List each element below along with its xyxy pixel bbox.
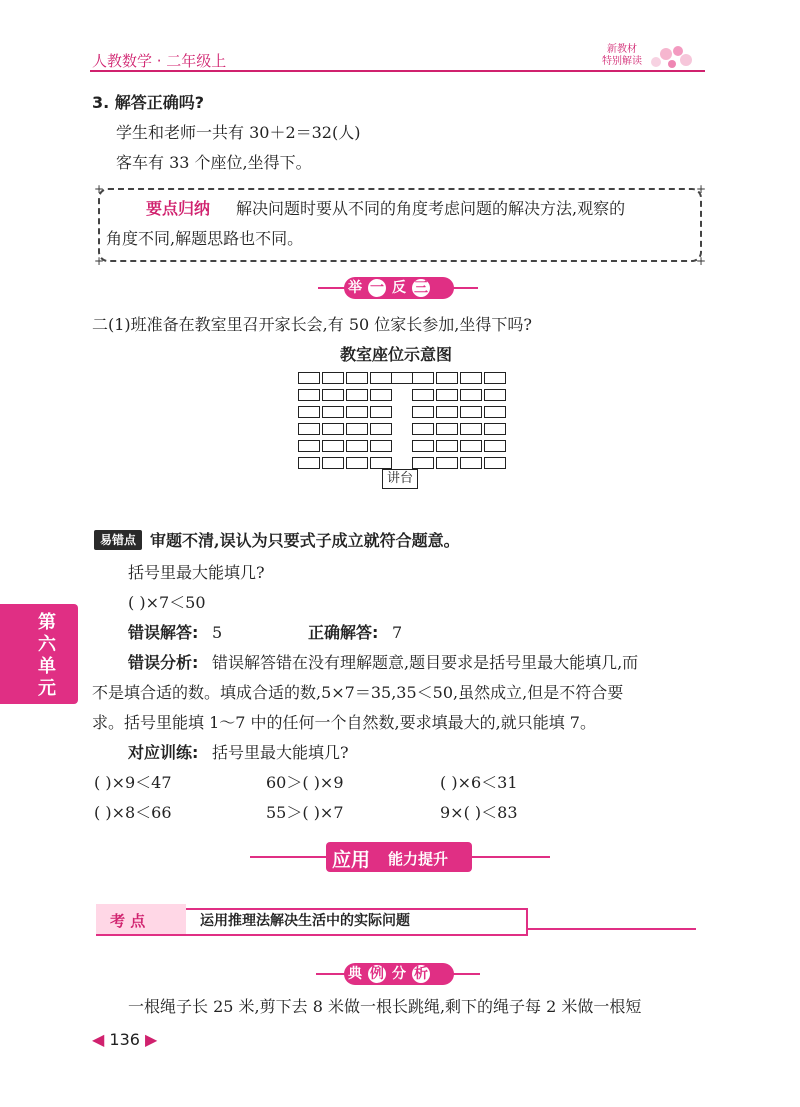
seat bbox=[484, 406, 506, 418]
q3-line1: 学生和老师一共有 30＋2＝32(人) bbox=[116, 123, 361, 142]
seat bbox=[346, 423, 368, 435]
exercise-item: ( )×9＜47 bbox=[94, 773, 172, 792]
seat bbox=[412, 389, 434, 401]
header-badge bbox=[600, 44, 644, 68]
kaodian-tag-label: 考 点 bbox=[110, 912, 146, 930]
q3-heading: 3. 解答正确吗? bbox=[92, 93, 205, 112]
app-banner-right: 能力提升 bbox=[388, 850, 449, 868]
seat bbox=[436, 406, 458, 418]
training-label: 对应训练: bbox=[128, 743, 199, 762]
seat bbox=[346, 440, 368, 452]
seat bbox=[436, 457, 458, 469]
seat bbox=[460, 406, 482, 418]
exercise-item: ( )×8＜66 bbox=[94, 803, 172, 822]
app-banner-left: 应用 bbox=[332, 849, 371, 871]
seat bbox=[298, 406, 320, 418]
wrong-value: 5 bbox=[212, 623, 223, 642]
section-pill-dlfx bbox=[344, 963, 454, 985]
summary-text2: 角度不同,解题思路也不同。 bbox=[106, 229, 304, 248]
side-tab-text: 第六单元 bbox=[38, 612, 56, 699]
seat bbox=[412, 457, 434, 469]
seat bbox=[370, 423, 392, 435]
seat bbox=[298, 389, 320, 401]
right-label: 正确解答: bbox=[308, 623, 379, 642]
page-number-value: 136 bbox=[109, 1030, 140, 1049]
seat bbox=[370, 372, 392, 384]
seat bbox=[412, 423, 434, 435]
training-q: 括号里最大能填几? bbox=[212, 743, 349, 762]
header-title: 人教数学 · 二年级上 bbox=[92, 52, 227, 70]
seat bbox=[370, 457, 392, 469]
seat bbox=[484, 457, 506, 469]
seat bbox=[322, 423, 344, 435]
right-value: 7 bbox=[392, 623, 403, 642]
seat bbox=[370, 440, 392, 452]
seat bbox=[322, 457, 344, 469]
seat bbox=[436, 389, 458, 401]
error-badge: 易错点 bbox=[94, 530, 142, 550]
analysis-line2: 不是填合适的数。填成合适的数,5×7＝35,35＜50,虽然成立,但是不符合要 bbox=[92, 683, 624, 702]
seat bbox=[484, 372, 506, 384]
plus-icon: + bbox=[94, 254, 105, 268]
seat bbox=[298, 457, 320, 469]
kaodian-text: 运用推理法解决生活中的实际问题 bbox=[200, 913, 410, 929]
seat bbox=[436, 372, 458, 384]
error-expr: ( )×7＜50 bbox=[128, 593, 206, 612]
next-arrow-icon: ▶ bbox=[145, 1030, 158, 1049]
podium: 讲台 bbox=[382, 469, 418, 489]
seat bbox=[298, 372, 320, 384]
seat bbox=[346, 457, 368, 469]
diagram-title: 教室座位示意图 bbox=[340, 345, 453, 364]
pill-char: 反 bbox=[392, 280, 406, 296]
seat bbox=[391, 372, 413, 384]
seat bbox=[484, 389, 506, 401]
seat bbox=[460, 423, 482, 435]
badge-line1: 新教材 bbox=[607, 44, 637, 55]
exercise-item: ( )×6＜31 bbox=[440, 773, 518, 792]
seat bbox=[298, 423, 320, 435]
seat bbox=[460, 372, 482, 384]
page-number bbox=[92, 1030, 157, 1049]
exercise-item: 55＞( )×7 bbox=[266, 803, 344, 822]
plus-icon: + bbox=[696, 182, 707, 196]
section-pill-jyfs bbox=[344, 277, 454, 299]
seat bbox=[460, 389, 482, 401]
exercise-item: 60＞( )×9 bbox=[266, 773, 344, 792]
last-line: 一根绳子长 25 米,剪下去 8 米做一根长跳绳,剩下的绳子每 2 米做一根短 bbox=[128, 997, 642, 1016]
error-q: 括号里最大能填几? bbox=[128, 563, 265, 582]
seat bbox=[346, 372, 368, 384]
analysis-line1: 错误解答错在没有理解题意,题目要求是括号里最大能填几,而 bbox=[212, 653, 639, 672]
analysis-label: 错误分析: bbox=[128, 653, 199, 672]
q3-line2: 客车有 33 个座位,坐得下。 bbox=[116, 153, 312, 172]
seat bbox=[298, 440, 320, 452]
app-banner bbox=[326, 842, 472, 872]
exercise-item: 9×( )＜83 bbox=[440, 803, 518, 822]
pill-char: 三 bbox=[410, 277, 432, 299]
badge-line2: 特别解读 bbox=[602, 56, 642, 67]
seat bbox=[322, 440, 344, 452]
seat bbox=[412, 372, 434, 384]
pill-char: 例 bbox=[366, 963, 388, 985]
pill-char: 析 bbox=[410, 963, 432, 985]
wrong-label: 错误解答: bbox=[128, 623, 199, 642]
seat bbox=[370, 389, 392, 401]
seat bbox=[370, 406, 392, 418]
seat bbox=[436, 423, 458, 435]
seat bbox=[346, 406, 368, 418]
seat bbox=[346, 389, 368, 401]
seat bbox=[484, 440, 506, 452]
prev-arrow-icon: ◀ bbox=[92, 1030, 105, 1049]
pill-char: 一 bbox=[366, 277, 388, 299]
error-note-text: 审题不清,误认为只要式子成立就符合题意。 bbox=[150, 531, 460, 550]
plus-icon: + bbox=[94, 182, 105, 196]
seat bbox=[412, 440, 434, 452]
seat bbox=[460, 440, 482, 452]
pill-char: 举 bbox=[348, 280, 362, 296]
pill-char: 分 bbox=[392, 966, 406, 982]
summary-text1: 解决问题时要从不同的角度考虑问题的解决方法,观察的 bbox=[236, 199, 626, 218]
seat bbox=[322, 389, 344, 401]
plus-icon: + bbox=[696, 254, 707, 268]
seat bbox=[484, 423, 506, 435]
seat bbox=[322, 372, 344, 384]
analysis-line3: 求。括号里能填 1～7 中的任何一个自然数,要求填最大的,就只能填 7。 bbox=[92, 713, 596, 732]
practice-question: 二(1)班准备在教室里召开家长会,有 50 位家长参加,坐得下吗? bbox=[92, 315, 532, 334]
seat bbox=[322, 406, 344, 418]
seat bbox=[460, 457, 482, 469]
summary-label: 要点归纳 bbox=[146, 199, 211, 218]
pill-char: 典 bbox=[348, 966, 362, 982]
seat bbox=[412, 406, 434, 418]
seat bbox=[436, 440, 458, 452]
